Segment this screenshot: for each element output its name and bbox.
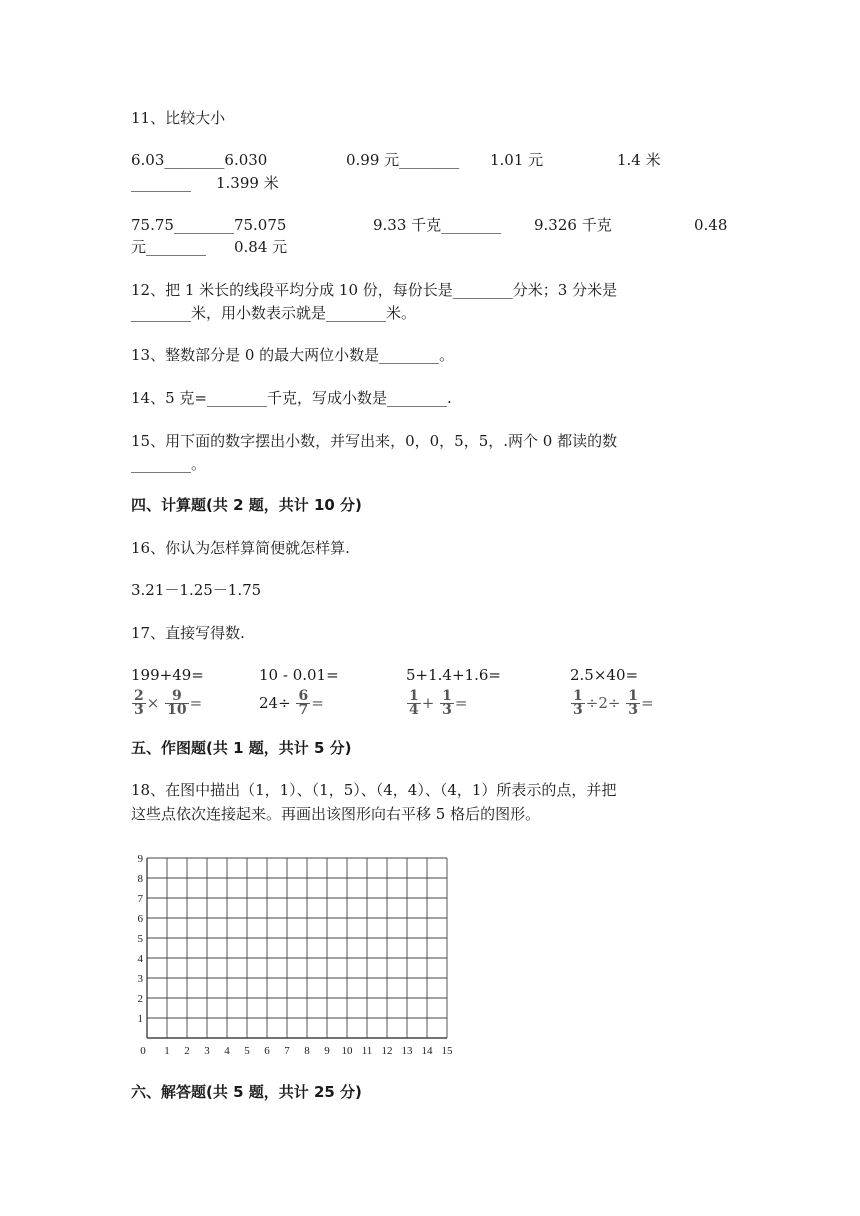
fraction: $\frac{1}{3}$ [442, 687, 452, 718]
x-tick-label: 7 [284, 1045, 290, 1057]
x-tick-label: 3 [204, 1045, 210, 1057]
y-tick-label: 3 [137, 973, 143, 985]
q17-item-4: 2.5×40= [570, 666, 639, 684]
coordinate-grid[interactable] [130, 845, 460, 1060]
q11-compare-6b: 0.84 元 [234, 238, 288, 256]
y-tick-label: 4 [137, 953, 143, 965]
q17-item-5: $\frac{2}{3}$ × $\frac{9}{10}$ = [134, 687, 203, 718]
q18-line-1: 18、在图中描出（1，1）、（1，5）、（4，4）、（4，1）所表示的点，并把 [131, 781, 617, 799]
q15-line-2: ________。 [131, 455, 207, 473]
y-tick-label: 8 [137, 873, 143, 885]
q17-item-6: 24÷ $\frac{6}{7}$ = [259, 687, 324, 718]
q13: 13、整数部分是 0 的最大两位小数是________。 [131, 346, 455, 364]
fraction: $\frac{6}{7}$ [298, 687, 309, 718]
q17-item-3: 5+1.4+1.6= [406, 666, 501, 684]
q11-compare-5a: 9.33 千克________ [373, 216, 502, 234]
x-tick-label: 11 [361, 1045, 373, 1057]
q16-title: 16、你认为怎样算简便就怎样算. [131, 539, 350, 557]
x-tick-label: 12 [381, 1045, 393, 1057]
q16-expression: 3.21－1.25－1.75 [131, 581, 262, 599]
section-5-heading: 五、作图题(共 1 题，共计 5 分) [131, 739, 352, 757]
x-tick-label: 10 [341, 1045, 353, 1057]
y-tick-label: 6 [137, 913, 143, 925]
q17-item-2: 10 - 0.01= [259, 666, 339, 684]
q11-compare-1: 6.03________6.030 [131, 151, 268, 169]
q11-compare-3a: 1.4 米 [617, 151, 661, 169]
q17-item-8: $\frac{1}{3}$ ÷2÷ $\frac{1}{3}$ = [573, 687, 654, 718]
q11-compare-6a: 0.48 [694, 216, 728, 234]
q11-compare-2a: 0.99 元________ [346, 151, 460, 169]
q17-title: 17、直接写得数. [131, 624, 245, 642]
x-tick-label: 5 [244, 1045, 250, 1057]
x-tick-label: 9 [324, 1045, 330, 1057]
q18-line-2: 这些点依次连接起来。再画出该图形向右平移 5 格后的图形。 [131, 805, 541, 823]
q14: 14、5 克=________千克，写成小数是________. [131, 389, 452, 407]
q11-compare-6-unit: 元________ [131, 238, 207, 256]
q11-compare-5b: 9.326 千克 [534, 216, 612, 234]
section-6-heading: 六、解答题(共 5 题，共计 25 分) [131, 1083, 362, 1101]
x-tick-label: 8 [304, 1045, 310, 1057]
x-tick-label: 4 [224, 1045, 230, 1057]
y-tick-label: 1 [137, 1013, 143, 1025]
q12-line-2: ________米，用小数表示就是________米。 [131, 304, 417, 322]
y-tick-label: 7 [137, 893, 143, 905]
fraction: $\frac{2}{3}$ [134, 687, 144, 718]
x-tick-label: 15 [441, 1045, 453, 1057]
q17-item-1: 199+49= [131, 666, 204, 684]
x-tick-label: 1 [164, 1045, 170, 1057]
x-tick-label: 13 [401, 1045, 413, 1057]
q11-compare-2b: 1.01 元 [490, 151, 544, 169]
q11-blank: ________ [131, 174, 191, 192]
q11-compare-3b: 1.399 米 [216, 174, 279, 192]
x-tick-label: 14 [421, 1045, 433, 1057]
x-tick-label: 0 [140, 1045, 146, 1057]
q12-line-1: 12、把 1 米长的线段平均分成 10 份，每份长是________分米；3 分米是 [131, 281, 618, 299]
x-tick-label: 6 [264, 1045, 270, 1057]
fraction: $\frac{9}{10}$ [167, 687, 187, 718]
x-tick-label: 2 [184, 1045, 190, 1057]
fraction: $\frac{1}{3}$ [573, 687, 583, 718]
fraction: $\frac{1}{3}$ [628, 687, 638, 718]
q11-compare-4: 75.75________75.075 [131, 216, 287, 234]
y-tick-label: 2 [137, 993, 143, 1005]
q11-title: 11、比较大小 [131, 109, 226, 127]
q15-line-1: 15、用下面的数字摆出小数，并写出来，0，0，5，5，.两个 0 都读的数 [131, 432, 618, 450]
y-tick-label: 5 [137, 933, 143, 945]
section-4-heading: 四、计算题(共 2 题，共计 10 分) [131, 496, 362, 514]
q17-item-7: $\frac{1}{4}$ + $\frac{1}{3}$ = [409, 687, 468, 718]
y-tick-label: 9 [137, 853, 143, 865]
fraction: $\frac{1}{4}$ [409, 687, 419, 718]
